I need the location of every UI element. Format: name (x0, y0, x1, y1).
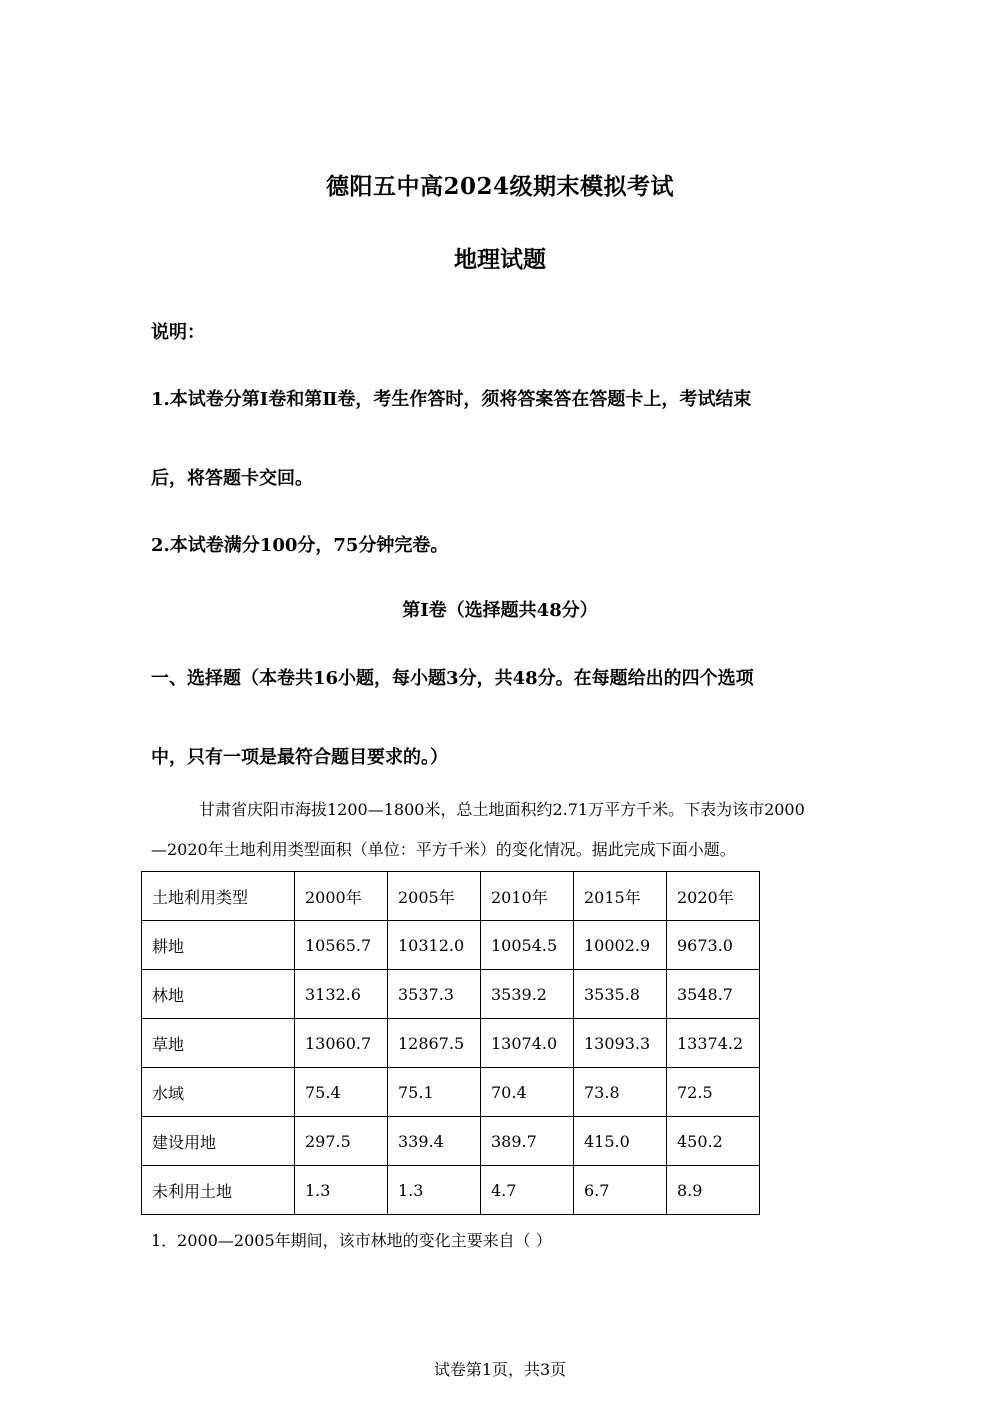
table-cell: 415.0 (574, 1117, 667, 1166)
table-cell: 8.9 (667, 1166, 760, 1215)
table-cell: 10002.9 (574, 921, 667, 970)
land-use-table (141, 871, 760, 1215)
table-cell: 12867.5 (388, 1019, 481, 1068)
table-cell: 水域 (142, 1068, 295, 1117)
table-header-row (142, 872, 760, 921)
table-cell: 75.4 (295, 1068, 388, 1117)
table-cell: 3535.8 (574, 970, 667, 1019)
table-header-cell: 2010年 (481, 872, 574, 921)
table-cell: 林地 (142, 970, 295, 1019)
table-cell: 6.7 (574, 1166, 667, 1215)
part-heading-line-2: 中，只有一项是最符合题目要求的。） (151, 747, 448, 768)
table-cell: 1.3 (388, 1166, 481, 1215)
table-row (142, 1019, 760, 1068)
instructions-label: 说明： (151, 322, 205, 343)
table-cell: 297.5 (295, 1117, 388, 1166)
section-heading: 第Ⅰ卷（选择题共48分） (402, 600, 598, 621)
table-cell: 9673.0 (667, 921, 760, 970)
table-row (142, 1068, 760, 1117)
table-header-cell: 土地利用类型 (142, 872, 295, 921)
table-cell: 4.7 (481, 1166, 574, 1215)
table-cell: 70.4 (481, 1068, 574, 1117)
instruction-item-1-line-2: 后，将答题卡交回。 (151, 468, 313, 489)
table-row (142, 970, 760, 1019)
table-cell: 耕地 (142, 921, 295, 970)
table-cell: 13060.7 (295, 1019, 388, 1068)
table-cell: 1.3 (295, 1166, 388, 1215)
table-cell: 未利用土地 (142, 1166, 295, 1215)
table-header-cell: 2020年 (667, 872, 760, 921)
instruction-item-2: 2.本试卷满分100分，75分钟完卷。 (151, 535, 449, 556)
table-cell: 339.4 (388, 1117, 481, 1166)
passage-line-2: —2020年土地利用类型面积（单位：平方千米）的变化情况。据此完成下面小题。 (151, 840, 736, 859)
table-cell: 3132.6 (295, 970, 388, 1019)
table-cell: 13093.3 (574, 1019, 667, 1068)
table-cell: 13374.2 (667, 1019, 760, 1068)
table-cell: 建设用地 (142, 1117, 295, 1166)
table-header-cell: 2005年 (388, 872, 481, 921)
table-cell: 72.5 (667, 1068, 760, 1117)
passage-line-1: 甘肃省庆阳市海拔1200—1800米，总土地面积约2.71万平方千米。下表为该市2000 (199, 800, 805, 819)
exam-title: 德阳五中高2024级期末模拟考试 (325, 173, 674, 200)
table-header-cell: 2015年 (574, 872, 667, 921)
table-cell: 450.2 (667, 1117, 760, 1166)
instruction-item-1-line-1: 1.本试卷分第Ⅰ卷和第Ⅱ卷，考生作答时，须将答案答在答题卡上，考试结束 (151, 389, 752, 410)
table-cell: 草地 (142, 1019, 295, 1068)
table-cell: 10565.7 (295, 921, 388, 970)
table-cell: 10054.5 (481, 921, 574, 970)
question-1: 1．2000—2005年期间，该市林地的变化主要来自（ ） (151, 1231, 552, 1250)
page-footer: 试卷第1页，共3页 (433, 1360, 567, 1379)
table-header-cell: 2000年 (295, 872, 388, 921)
table-cell: 75.1 (388, 1068, 481, 1117)
table-row (142, 1166, 760, 1215)
table-row (142, 1117, 760, 1166)
table-cell: 3539.2 (481, 970, 574, 1019)
table-cell: 10312.0 (388, 921, 481, 970)
part-heading-line-1: 一、选择题（本卷共16小题，每小题3分，共48分。在每题给出的四个选项 (151, 668, 754, 689)
table-cell: 3537.3 (388, 970, 481, 1019)
exam-subtitle: 地理试题 (454, 246, 546, 273)
table-cell: 13074.0 (481, 1019, 574, 1068)
table-row (142, 921, 760, 970)
table-cell: 73.8 (574, 1068, 667, 1117)
table-cell: 389.7 (481, 1117, 574, 1166)
table-cell: 3548.7 (667, 970, 760, 1019)
